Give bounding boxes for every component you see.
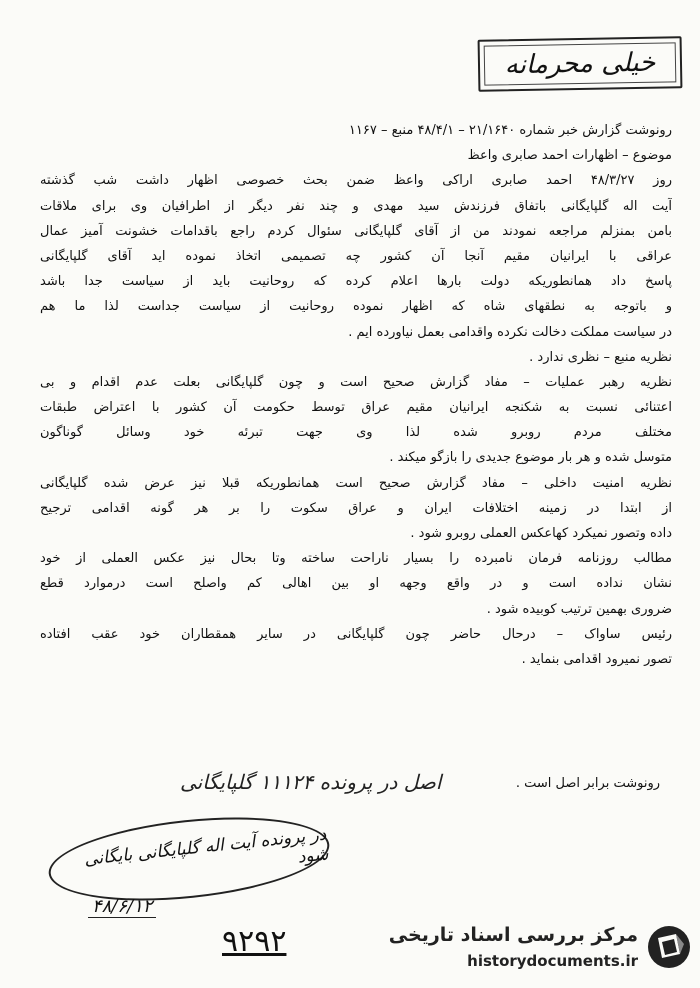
watermark-url: historydocuments.ir: [467, 952, 638, 970]
stamp-text: خیلی محرمانه: [504, 47, 656, 81]
internal-security-opinion-line: نظریه امنیت داخلی – مفاد گزارش صحیح است همانطوریکه قبلا نیز عرض شده گلپایگانی: [40, 475, 672, 491]
body-line: داده وتصور نمیکرد کهاعکس العملی روبرو شود .: [410, 526, 672, 541]
handwritten-reference: اصل در پرونده ۱۱۱۲۴ گلپایگانی: [180, 770, 442, 794]
savak-chief-line: رئیس ساواک – درحال حاضر چون گلپایگانی در سایر همقطاران خود عقب افتاده: [40, 626, 672, 642]
operations-opinion-line: نظریه رهبر عملیات – مفاد گزارش صحیح است و چون گلپایگانی بعلت عدم اقدام و بی: [40, 374, 672, 390]
body-line: از ابتدا در زمینه اختلافات ایران و عراق سکوت را بر هر گونه اقدامی ترجیح: [40, 500, 672, 516]
archive-logo-icon: [646, 924, 692, 970]
body-line: اعتنائی نسبت به شکنجه ایرانیان مقیم عراق توسط حکومت آن کشور با اعتراض طبقات: [40, 400, 672, 416]
body-line: آیت اله گلپایگانی باتفاق فرزندش سید مهدی و چند نفر دیگر از اطرافیان وی برای ملاقات: [40, 198, 672, 214]
body-line: مطالب روزنامه فرمان نامبرده را بسیار ناراحت ساخته وتا بحال نیز عکس العملی از خود: [40, 551, 672, 567]
body-line: مختلف مردم روبرو شده لذا وی جهت تبرئه خود وسائل گوناگون: [40, 425, 672, 441]
report-header-line: رونوشت گزارش خبر شماره ۲۱/۱۶۴۰ – ۴۸/۴/۱ منبع – ۱۱۶۷: [348, 123, 672, 138]
document-body: [40, 118, 672, 672]
body-line: و باتوجه به نطقهای شاه که اظهار نموده روحانیت از سیاست جداست لذا ما هم: [40, 299, 672, 315]
body-line: پاسخ داد همانطوریکه دولت بارها اعلام کرده که روحانیت باید از سیاست جدا باشد: [40, 274, 672, 290]
classification-stamp: [478, 36, 683, 92]
body-line: روز ۴۸/۳/۲۷ احمد صابری اراکی واعظ ضمن بحث خصوصی اظهار داشت شب گذشته: [40, 173, 672, 189]
watermark: [388, 922, 692, 976]
copy-note: رونوشت برابر اصل است .: [515, 776, 660, 791]
body-line: تصور نمیرود اقدامی بنماید .: [521, 651, 672, 667]
subject-line: موضوع – اظهارات احمد صابری واعظ: [467, 148, 672, 164]
oval-note-text: در پرونده آیت اله گلپایگانی بایگانی شود: [83, 824, 330, 870]
body-line: عراقی با ایرانیان مقیم آنجا آن کشور چه تصمیمی اتخاذ نموده اید آقای گلپایگانی: [40, 248, 672, 264]
handwritten-number: ۹۲۹۲: [222, 924, 287, 959]
body-line: ضروری بهمین ترتیب کوبیده شود .: [486, 601, 672, 617]
stamp-border: [484, 42, 677, 85]
source-opinion-line: نظریه منبع – نظری ندارد .: [529, 349, 672, 365]
body-line: در سیاست مملکت دخالت نکرده واقدامی بعمل نیاورده ایم .: [348, 324, 672, 340]
handwritten-date: ۴۸/۶/۱۲: [88, 896, 156, 918]
body-line: نشان نداده است و در واقع وجهه او بین اهالی کم واصلح است درموارد قطع: [40, 576, 672, 592]
watermark-title: مرکز بررسی اسناد تاریخی: [388, 924, 638, 946]
body-line: متوسل شده و هر بار موضوع جدیدی را بازگو میکند .: [389, 450, 672, 466]
body-line: بامن بمنزلم مراجعه نمودند من از آقای گلپایگانی سئوال کردم راجع باقدامات خشونت آمیز عمال: [40, 223, 672, 239]
